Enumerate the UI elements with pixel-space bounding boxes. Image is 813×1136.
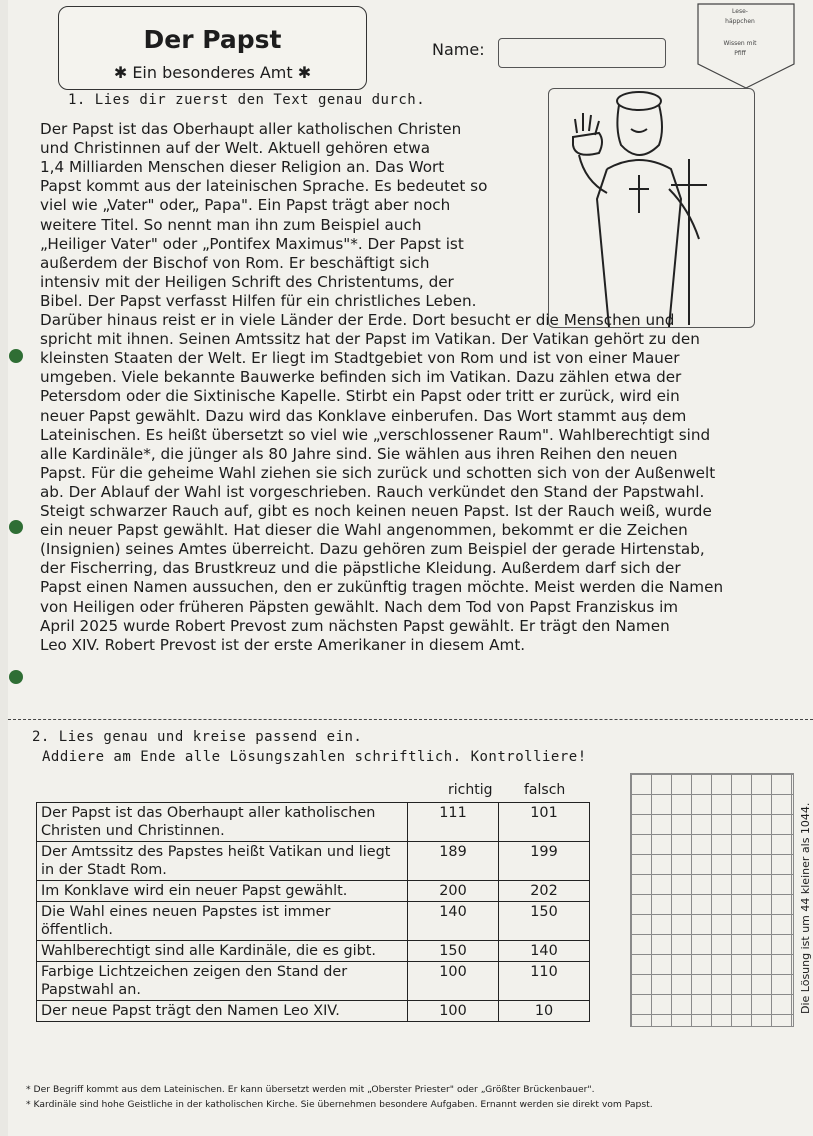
answer-true[interactable]: 140 (408, 902, 499, 941)
text-line: weitere Titel. So nennt man ihn zum Beispiel auch (40, 215, 422, 234)
text-line: umgeben. Viele bekannte Bauwerke befinden sich im Vatikan. Dazu zählen etwa der (40, 368, 682, 387)
answer-true[interactable]: 111 (408, 803, 499, 842)
answer-true[interactable]: 100 (408, 1001, 499, 1022)
answer-false[interactable]: 199 (499, 842, 590, 881)
answer-false[interactable]: 110 (499, 962, 590, 1001)
title-box (58, 6, 367, 90)
text-line: Papst kommt aus der lateinischen Sprache. Es bedeutet so (40, 177, 488, 196)
calculation-grid[interactable] (630, 773, 794, 1027)
solution-hint: Die Lösung ist um 44 kleiner als 1044. (799, 802, 812, 1014)
badge-line: Wissen mit (723, 40, 757, 47)
text-line: kleinsten Staaten der Welt. Er liegt im Stadtgebiet von Rom und ist von einer Mauer (40, 349, 680, 368)
badge-line: Lese- (732, 8, 748, 15)
answer-true[interactable]: 200 (408, 881, 499, 902)
text-line: 1,4 Milliarden Menschen dieser Religion an. Das Wort (40, 158, 445, 177)
page-title: Der Papst (143, 25, 282, 54)
answer-false[interactable]: 140 (499, 941, 590, 962)
name-label: Name: (432, 40, 485, 59)
quiz-row (37, 902, 590, 941)
pope-illustration-icon (549, 89, 754, 327)
hole-punch-dot (9, 520, 23, 534)
pope-illustration-frame (548, 88, 755, 328)
text-line: Petersdom oder die Sixtinische Kapelle. Stirbt ein Papst oder tritt er zurück, wird ein (40, 387, 680, 406)
hole-punch-dot (9, 349, 23, 363)
badge-line: Pfiff (734, 50, 746, 57)
text-line: intensiv mit der Heiligen Schrift des Christentums, der (40, 272, 454, 291)
quiz-row (37, 962, 590, 1001)
badge-line: häppchen (725, 18, 755, 25)
task-1-instruction: 1. Lies dir zuerst den Text genau durch. (68, 92, 426, 108)
quiz-row (37, 881, 590, 902)
quiz-row (37, 1001, 590, 1022)
text-line: viel wie „Vater" oder„ Papa". Ein Papst trägt aber noch (40, 196, 451, 215)
quiz-question: Der neue Papst trägt den Namen Leo XIV. (37, 1001, 408, 1022)
quiz-table (36, 802, 590, 1022)
text-line: (Insignien) seines Amtes überreicht. Dazu gehören zum Beispiel der gerade Hirtenstab, (40, 540, 705, 559)
quiz-question: Der Papst ist das Oberhaupt aller katholischen Christen und Christinnen. (37, 803, 408, 842)
hole-punch-dot (9, 670, 23, 684)
answer-true[interactable]: 150 (408, 941, 499, 962)
page-subtitle: ✱ Ein besonderes Amt ✱ (113, 63, 312, 82)
text-line: April 2025 wurde Robert Prevost zum nächsten Papst gewählt. Er trägt den Namen (40, 616, 670, 635)
quiz-question: Der Amtssitz des Papstes heißt Vatikan und liegt in der Stadt Rom. (37, 842, 408, 881)
text-line: ab. Der Ablauf der Wahl ist vorgeschrieben. Rauch verkündet den Stand der Papstwahl. (40, 482, 705, 501)
text-line: neuer Papst gewählt. Dazu wird das Konklave einberufen. Das Wort stammt auș dem (40, 406, 687, 425)
text-line: Darüber hinaus reist er in viele Länder der Erde. Dort besucht er die Menschen und (40, 311, 675, 329)
text-line: Lateinischen. Es heißt übersetzt so viel wie „verschlossener Raum". Wahlberechtigt sind (40, 425, 711, 444)
text-line: Steigt schwarzer Rauch auf, gibt es noch keinen neuen Papst. Ist der Rauch weiß, wurde (40, 502, 712, 520)
quiz-question: Farbige Lichtzeichen zeigen den Stand der Papstwahl an. (37, 962, 408, 1001)
quiz-question: Wahlberechtigt sind alle Kardinäle, die es gibt. (37, 941, 408, 962)
text-line: Leo XIV. Robert Prevost ist der erste Amerikaner in diesem Amt. (40, 635, 526, 654)
text-line: ein neuer Papst gewählt. Hat dieser die Wahl angenommen, bekommt er die Zeichen (40, 521, 688, 540)
text-line: von Heiligen oder früheren Päpsten gewählt. Nach dem Tod von Papst Franziskus im (40, 597, 679, 616)
quiz-row (37, 803, 590, 842)
name-field[interactable] (498, 38, 666, 68)
worksheet (8, 0, 813, 1136)
text-line: der Fischerring, das Brustkreuz und die päpstliche Kleidung. Außerdem darf sich der (40, 559, 681, 578)
text-line: alle Kardinäle*, die jünger als 80 Jahre sind. Sie wählen aus ihren Reihen den neuen (40, 444, 678, 463)
task-2-subinstruction: Addiere am Ende alle Lösungszahlen schriftlich. Kontrolliere! (42, 749, 587, 765)
task-2-instruction: 2. Lies genau und kreise passend ein. (32, 729, 363, 745)
answer-true[interactable]: 100 (408, 962, 499, 1001)
text-line: Papst einen Namen aussuchen, den er zukünftig tragen möchte. Meist werden die Namen (40, 578, 724, 597)
quiz-question: Die Wahl eines neuen Papstes ist immer öffentlich. (37, 902, 408, 941)
text-line: „Heiliger Vater" oder „Pontifex Maximus"*. Der Papst ist (40, 234, 464, 253)
col-header-true: richtig (448, 782, 493, 798)
footnote-1: * Der Begriff kommt aus dem Lateinischen. Er kann übersetzt werden mit „Oberster Priester" oder „Größter Brückenbauer". (26, 1084, 595, 1095)
footnote-2: * Kardinäle sind hohe Geistliche in der katholischen Kirche. Sie übernehmen besondere Aufgaben. Ernannt werden sie direkt vom Papst. (26, 1099, 653, 1110)
quiz-row (37, 941, 590, 962)
answer-false[interactable]: 10 (499, 1001, 590, 1022)
text-line: Bibel. Der Papst verfasst Hilfen für ein christliches Leben. (40, 291, 477, 310)
answer-false[interactable]: 150 (499, 902, 590, 941)
text-line: spricht mit ihnen. Seinen Amtssitz hat der Papst im Vatikan. Der Vatikan gehört zu den (40, 330, 700, 349)
text-line: Papst. Für die geheime Wahl ziehen sie sich zurück und schotten sich von der Außenwelt (40, 463, 716, 482)
quiz-row (37, 842, 590, 881)
text-line: und Christinnen auf der Welt. Aktuell gehören etwa (40, 139, 431, 158)
answer-true[interactable]: 189 (408, 842, 499, 881)
quiz-question: Im Konklave wird ein neuer Papst gewählt. (37, 881, 408, 902)
answer-false[interactable]: 101 (499, 803, 590, 842)
text-line: außerdem der Bischof von Rom. Er beschäftigt sich (40, 253, 430, 272)
text-line: Der Papst ist das Oberhaupt aller katholischen Christen (40, 120, 462, 138)
dashed-divider (8, 719, 813, 720)
answer-false[interactable]: 202 (499, 881, 590, 902)
col-header-false: falsch (524, 782, 566, 798)
